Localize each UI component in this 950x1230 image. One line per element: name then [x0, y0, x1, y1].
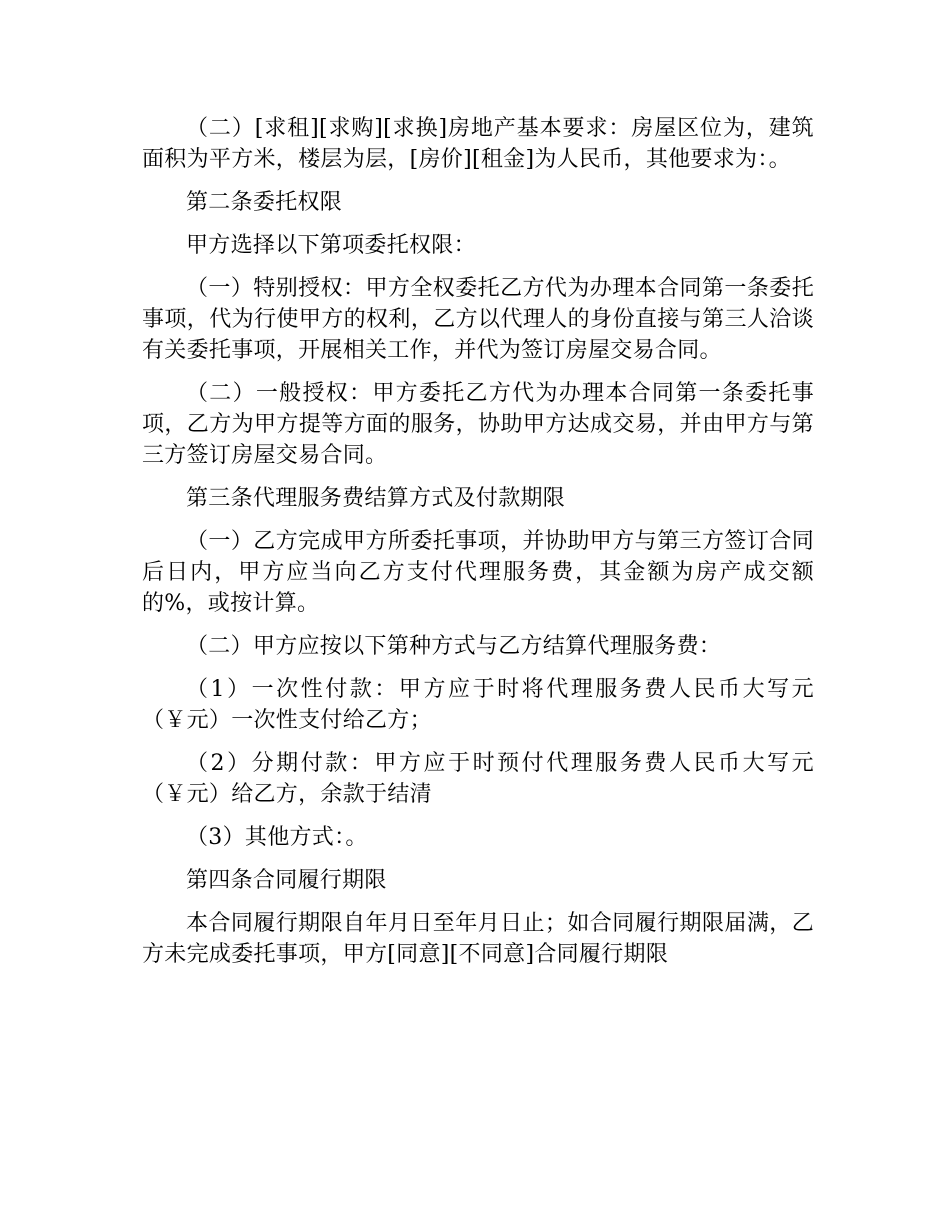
paragraph-special-authorization: （一）特别授权：甲方全权委托乙方代为办理本合同第一条委托事项，代为行使甲方的权利，乙方以代理人的身份直接与第三人洽谈有关委托事项，开展相关工作，并代为签订房屋交易合同。 [142, 276, 814, 363]
paragraph-requirements: （二）[求租][求购][求换]房地产基本要求：房屋区位为，建筑面积为平方米，楼层为层，[房价][租金]为人民币，其他要求为：。 [142, 116, 814, 172]
document-page [142, 113, 814, 982]
heading-article-4: 第四条合同履行期限 [186, 868, 387, 893]
heading-article-3: 第三条代理服务费结算方式及付款期限 [186, 486, 566, 511]
paragraph-general-authorization: （二）一般授权：甲方委托乙方代为办理本合同第一条委托事项，乙方为甲方提等方面的服务，协助甲方达成交易，并由甲方与第三方签订房屋交易合同。 [142, 381, 814, 468]
paragraph-authority-choice: 甲方选择以下第项委托权限： [186, 233, 476, 258]
paragraph-settlement-method: （二）甲方应按以下第种方式与乙方结算代理服务费： [186, 634, 722, 659]
paragraph-fee-payment: （一）乙方完成甲方所委托事项，并协助甲方与第三方签订合同后日内，甲方应当向乙方支付代理服务费，其金额为房产成交额的%，或按计算。 [142, 529, 814, 616]
paragraph-term: 本合同履行期限自年月日至年月日止；如合同履行期限届满，乙方未完成委托事项，甲方[同意][不同意]合同履行期限 [142, 911, 814, 967]
paragraph-installment: （2）分期付款：甲方应于时预付代理服务费人民币大写元（￥元）给乙方，余款于结清 [142, 751, 814, 807]
paragraph-lump-sum: （1）一次性付款：甲方应于时将代理服务费人民币大写元（￥元）一次性支付给乙方； [142, 677, 814, 733]
paragraph-other-method: （3）其他方式：。 [186, 825, 368, 850]
heading-article-2: 第二条委托权限 [186, 190, 343, 215]
